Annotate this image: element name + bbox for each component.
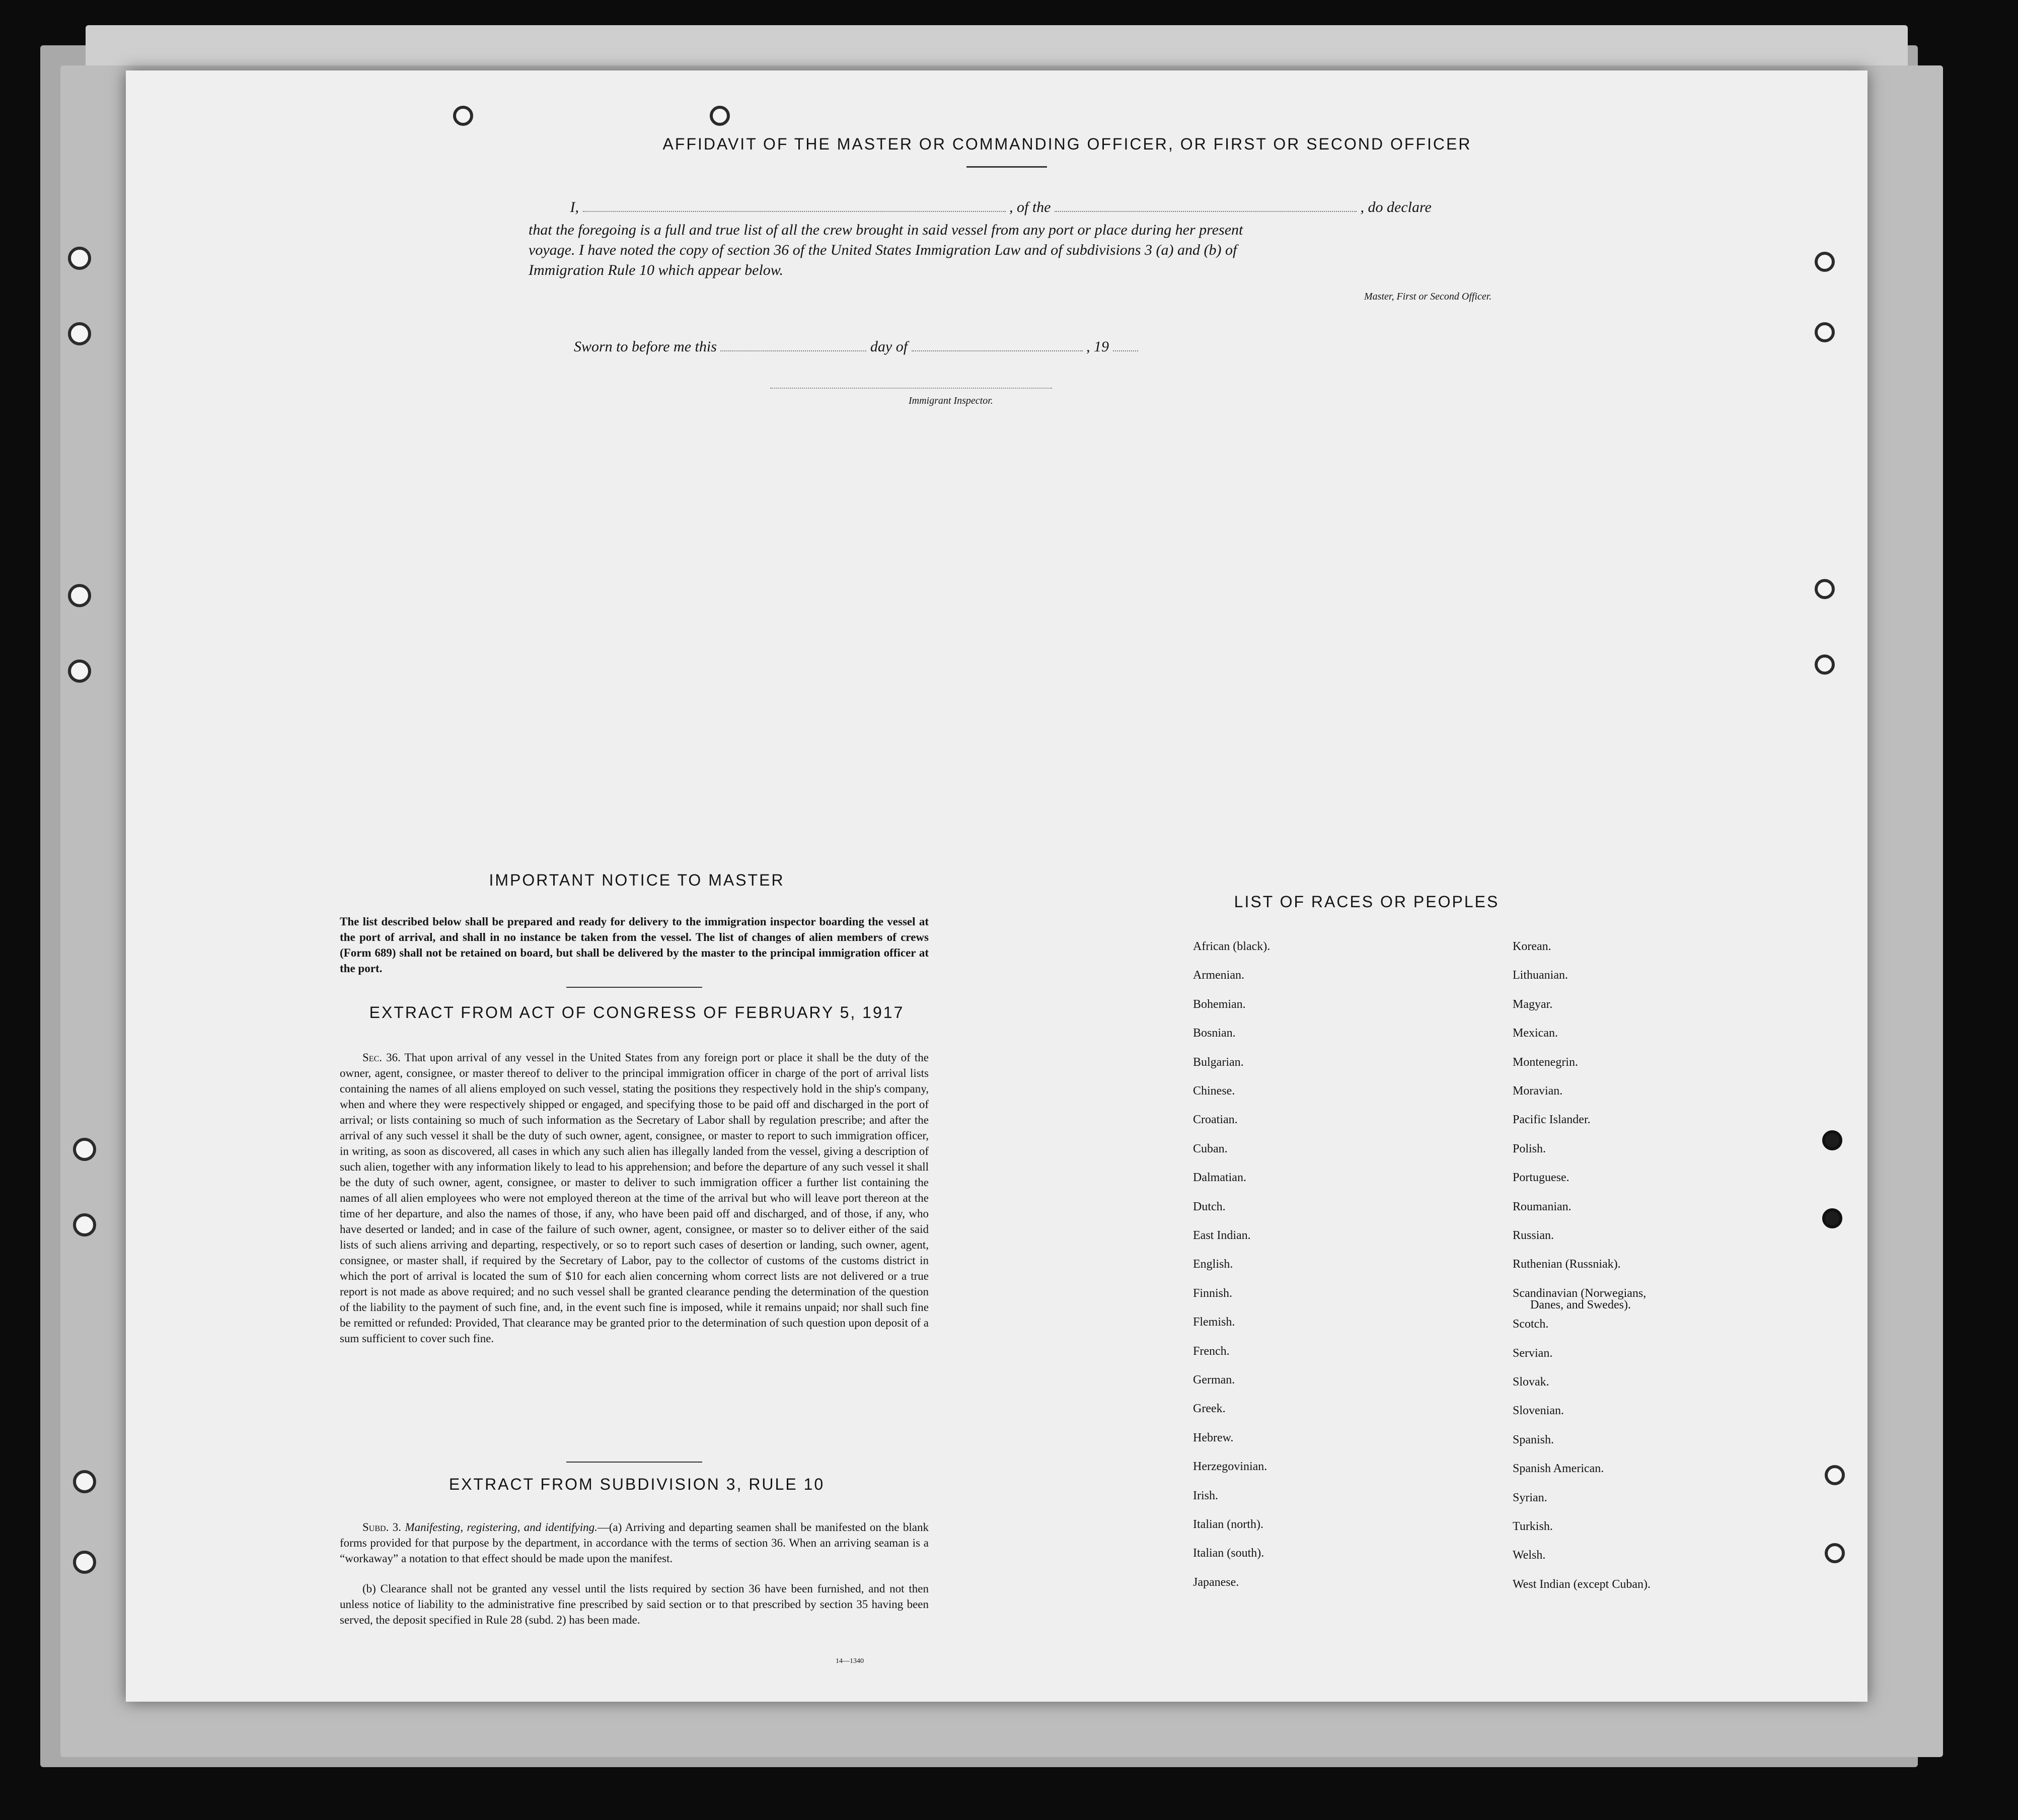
punch-hole: [1815, 654, 1835, 675]
binder-hole: [73, 1138, 96, 1161]
race-item: West Indian (except Cuban).: [1513, 1578, 1651, 1591]
race-item: Scotch.: [1513, 1318, 1549, 1331]
race-item: English.: [1193, 1258, 1233, 1271]
sworn-line: [574, 338, 1379, 355]
race-item: Slovak.: [1513, 1375, 1549, 1389]
signature-caption: Master, First or Second Officer.: [1364, 291, 1492, 302]
punch-hole: [1815, 322, 1835, 342]
race-item: Russian.: [1513, 1229, 1554, 1242]
races-title: LIST OF RACES OR PEOPLES: [1234, 893, 1500, 911]
binder-hole: [73, 1213, 96, 1236]
race-item: Hebrew.: [1193, 1431, 1234, 1444]
divider: [566, 1462, 702, 1463]
race-item: Roumanian.: [1513, 1200, 1572, 1213]
affidavit-text-line: that the foregoing is a full and true list of all the crew brought in said vessel from any port or place during her present: [529, 222, 1243, 238]
divider: [966, 166, 1047, 168]
race-item: Chinese.: [1193, 1084, 1235, 1098]
binder-hole: [68, 322, 91, 345]
race-item: Lithuanian.: [1513, 969, 1568, 982]
affidavit-text-line: Immigration Rule 10 which appear below.: [529, 262, 784, 278]
race-item: Spanish American.: [1513, 1462, 1604, 1475]
race-item: Pacific Islander.: [1513, 1113, 1591, 1126]
race-item-continuation: Danes, and Swedes).: [1530, 1298, 1631, 1312]
binder-hole: [68, 247, 91, 270]
rule-para-a: [340, 1519, 929, 1566]
race-item: Scandinavian (Norwegians,: [1513, 1287, 1647, 1300]
vessel-name-field[interactable]: [1055, 211, 1357, 212]
race-item: Dutch.: [1193, 1200, 1226, 1213]
form-page: [126, 70, 1867, 1702]
notice-text: [340, 914, 929, 976]
race-item: Japanese.: [1193, 1576, 1239, 1589]
race-item: Croatian.: [1193, 1113, 1238, 1126]
punch-hole: [1825, 1543, 1845, 1563]
punch-hole: [453, 106, 473, 126]
punch-hole: [1825, 1465, 1845, 1485]
race-item: German.: [1193, 1373, 1235, 1387]
inspector-signature-line[interactable]: [770, 388, 1052, 389]
race-item: Cuban.: [1193, 1142, 1228, 1155]
punch-hole: [1815, 252, 1835, 272]
race-item: Bulgarian.: [1193, 1056, 1244, 1069]
race-item: Syrian.: [1513, 1491, 1547, 1504]
officer-name-field[interactable]: [583, 211, 1006, 212]
race-item: Turkish.: [1513, 1520, 1553, 1533]
race-item: Servian.: [1513, 1347, 1553, 1360]
subd-heading: Manifesting, registering, and identifying.: [405, 1521, 597, 1534]
race-item: Mexican.: [1513, 1027, 1558, 1040]
punch-hole: [1815, 579, 1835, 599]
race-item: East Indian.: [1193, 1229, 1251, 1242]
act-text: [340, 1050, 929, 1346]
i-label: I,: [570, 199, 579, 215]
race-item: Flemish.: [1193, 1316, 1235, 1329]
race-item: African (black).: [1193, 940, 1270, 953]
race-item: Montenegrin.: [1513, 1056, 1578, 1069]
race-item: Polish.: [1513, 1142, 1546, 1155]
sworn-month-field[interactable]: [912, 350, 1083, 351]
race-item: Armenian.: [1193, 969, 1244, 982]
race-item: Greek.: [1193, 1402, 1226, 1415]
race-item: Welsh.: [1513, 1549, 1546, 1562]
race-item: Bosnian.: [1193, 1027, 1236, 1040]
notice-title: IMPORTANT NOTICE TO MASTER: [489, 871, 785, 889]
race-item: Dalmatian.: [1193, 1171, 1246, 1184]
punch-hole: [710, 106, 730, 126]
race-item: French.: [1193, 1345, 1230, 1358]
punch-hole: [1822, 1130, 1842, 1150]
race-item: Bohemian.: [1193, 998, 1246, 1011]
act-title: EXTRACT FROM ACT OF CONGRESS OF FEBRUARY 5, 1917: [369, 1003, 905, 1022]
sworn-label: Sworn to before me this: [574, 338, 717, 355]
of-the-label: , of the: [1009, 199, 1051, 215]
binder-hole: [68, 660, 91, 683]
sec-label: Sec. 36.: [362, 1051, 401, 1064]
rule-title: EXTRACT FROM SUBDIVISION 3, RULE 10: [449, 1475, 825, 1493]
race-item: Slovenian.: [1513, 1404, 1564, 1417]
race-item: Spanish.: [1513, 1433, 1554, 1446]
para-a-text: —(a) Arriving and departing seamen shall be manifested on the blank forms provided for that purpose by the department, in accordance with the terms of section 36. When an arriving seaman is a “workaway” a notation to that effect should be made upon the manifest.: [340, 1521, 929, 1565]
affidavit-text-line: voyage. I have noted the copy of section 36 of the United States Immigration Law and of subdivisions 3 (a) and (b) of: [529, 242, 1237, 258]
binder-hole: [73, 1470, 96, 1493]
race-item: Italian (south).: [1193, 1547, 1264, 1560]
binder-hole: [73, 1551, 96, 1574]
divider: [566, 987, 702, 988]
race-item: Italian (north).: [1193, 1518, 1263, 1531]
act-body: That upon arrival of any vessel in the United States from any foreign port or place it shall be the duty of the owner, agent, consignee, or master thereof to deliver to the principal immigration officer in charge of the port of arrival lists containing the names of all aliens employed on such vessel, stating the positions they respectively hold in the ship's company, when and where they were respectively shipped or engaged, and specifying those to be paid off and discharged in the port of arrival; or lists containing so much of such information as the Secretary of Labor shall by regulation prescribe; and after the arrival of any such vessel it shall be the duty of such owner, agent, consignee, or master to report to such immigration officer, in writing, as soon as discovered, all cases in which any such alien has illegally landed from the vessel, giving a description of such alien, together with any information likely to lead to his apprehension; and before the departure of any such vessel it shall be the duty of such owner, agent, consignee, or master to deliver to such immigration officer a further list containing the names of all alien employees who were not employed thereon at the time of the arrival but who will leave port thereon at the time of her departure, and also the names of those, if any, who have been paid off and discharged, and of those, if any, who have deserted or landed; and in case of the failure of such owner, agent, consignee, or master so to deliver either of the said lists of such aliens arriving and departing, respectively, or so to report such cases of desertion or landing, such owner, agent, consignee, or master shall, if required by the Secretary of Labor, pay to the collector of customs of the customs district in which the port of arrival is located the sum of $10 for each alien concerning whom correct lists are not delivered or a true report is not made as above required; and no such vessel shall be granted clearance pending the determination of the question of the liability to the payment of such fine, and, in the event such fine is imposed, while it remains unpaid; nor shall such fine be remitted or refunded: Provided, That clearance may be granted prior to the determination of such question upon deposit of a sum sufficient to cover such fine.: [340, 1051, 929, 1345]
subd-label: Subd. 3.: [362, 1521, 402, 1534]
declare-label: , do declare: [1360, 199, 1432, 215]
sworn-day-field[interactable]: [720, 350, 866, 351]
punch-hole: [1822, 1208, 1842, 1228]
race-item: Herzegovinian.: [1193, 1460, 1267, 1473]
affidavit-declaration-line: [529, 199, 1646, 216]
race-item: Moravian.: [1513, 1084, 1563, 1098]
race-item: Ruthenian (Russniak).: [1513, 1258, 1621, 1271]
sworn-year-field[interactable]: [1113, 350, 1138, 351]
race-item: Magyar.: [1513, 998, 1553, 1011]
year-label: , 19: [1086, 338, 1109, 355]
affidavit-title: AFFIDAVIT OF THE MASTER OR COMMANDING OFFICER, OR FIRST OR SECOND OFFICER: [662, 135, 1472, 153]
race-item: Korean.: [1513, 940, 1551, 953]
race-item: Finnish.: [1193, 1287, 1233, 1300]
race-item: Portuguese.: [1513, 1171, 1569, 1184]
inspector-caption: Immigrant Inspector.: [909, 395, 993, 406]
rule-para-b: (b) Clearance shall not be granted any vessel until the lists required by section 36 have been furnished, and not then unless notice of liability to the administrative fine prescribed by said section or to that prescribed by section 35 having been served, the deposit specified in Rule 28 (subd. 2) has been made.: [340, 1582, 929, 1626]
binder-hole: [68, 584, 91, 607]
form-number: 14—1340: [836, 1657, 864, 1665]
day-of-label: day of: [870, 338, 908, 355]
notice-body: The list described below shall be prepared and ready for delivery to the immigration inspector boarding the vessel at the port of arrival, and shall in no instance be taken from the vessel. The list of changes of alien members of crews (Form 689) shall not be retained on board, but shall be delivered by the master to the principal immigration officer at the port.: [340, 915, 929, 975]
race-item: Irish.: [1193, 1489, 1218, 1502]
